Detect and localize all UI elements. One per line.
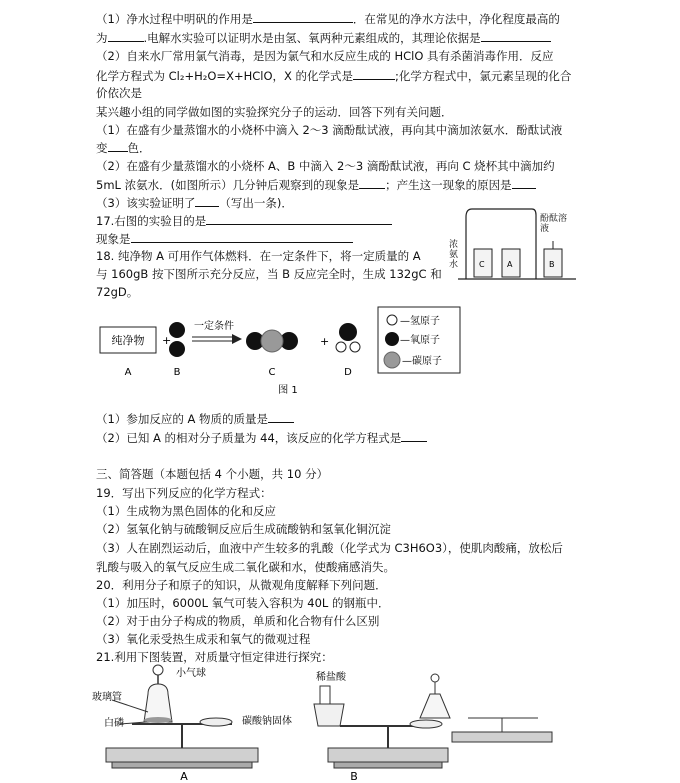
condition-label: 一定条件 bbox=[194, 321, 234, 332]
carbon-atom bbox=[261, 330, 283, 352]
legend-hydrogen: —氢原子 bbox=[400, 316, 440, 327]
q-valence: 价依次是 bbox=[96, 86, 142, 100]
legend-oxygen: —氧原子 bbox=[400, 335, 440, 346]
answer-blank[interactable] bbox=[253, 10, 353, 23]
q19-1: （1）生成物为黑色固体的化和反应 bbox=[96, 504, 276, 518]
q19-3: （3）人在剧烈运动后，血液中产生较多的乳酸（化学式为 C3H6O3），使肌肉酸痛，放松后 bbox=[96, 541, 563, 555]
answer-blank[interactable] bbox=[401, 429, 427, 442]
answer-blank[interactable] bbox=[131, 230, 353, 243]
oxygen-atom bbox=[169, 341, 185, 357]
label-a: A bbox=[180, 770, 188, 783]
answer-blank[interactable] bbox=[108, 29, 144, 42]
q20-1: （1）加压时，6000L 氧气可装入容积为 40L 的钢瓶中． bbox=[96, 596, 390, 610]
q16-3: （3）该实验证明了 （写出一条)． bbox=[96, 196, 293, 210]
q19: 19．写出下列反应的化学方程式： bbox=[96, 486, 272, 500]
balloon-label: 小气球 bbox=[176, 668, 206, 679]
sodium-carbonate-label: 碳酸钠固体 bbox=[242, 716, 292, 727]
q18-c: 72gD。 bbox=[96, 285, 139, 299]
ammonia-label: 浓氨水 bbox=[449, 240, 459, 270]
answer-blank[interactable] bbox=[108, 139, 128, 152]
section-heading: 三、简答题（本题包括 4 个小题，共 10 分） bbox=[96, 467, 329, 481]
q16-1b: 变 色． bbox=[96, 141, 151, 155]
q18-b: 与 160gB 按下图所示充分反应，当 B 反应完全时，生成 132gC 和 bbox=[96, 267, 442, 281]
oxygen-atom bbox=[385, 332, 399, 346]
pure-label: 纯净物 bbox=[111, 334, 145, 347]
q-alum: （1）净水过程中明矾的作用是 ．在常见的净水方法中，净化程度最高的 bbox=[96, 12, 560, 26]
beaker-label: C bbox=[479, 260, 485, 269]
fig21-apparatus bbox=[92, 664, 562, 783]
hydrogen-atom bbox=[350, 342, 360, 352]
q21: 21.利用下图装置，对质量守恒定律进行探究： bbox=[96, 650, 333, 664]
oxygen-atom bbox=[339, 323, 357, 341]
q16-2: （2）在盛有少量蒸馏水的小烧杯 A、B 中滴入 2～3 滴酚酞试液，再向 C 烧杯其中滴加约 bbox=[96, 159, 555, 173]
label-a: A bbox=[124, 367, 132, 378]
figure-caption: 图 1 bbox=[278, 385, 298, 396]
label-b: B bbox=[173, 367, 181, 378]
balance-c bbox=[420, 674, 552, 742]
q18: 18. 纯净物 A 可用作气体燃料．在一定条件下，将一定质量的 A bbox=[96, 249, 421, 263]
q16-intro: 某兴趣小组的同学做如图的实验探究分子的运动．回答下列有关问题． bbox=[96, 105, 453, 119]
answer-blank[interactable] bbox=[353, 67, 395, 80]
fig18-reaction bbox=[96, 305, 476, 415]
q-equation: 化学方程式为 Cl₂+H₂O=X+HClO，X 的化学式是 ;化学方程式中，氯元素呈现的化合 bbox=[96, 69, 572, 83]
q17: 17.右图的实验目的是 bbox=[96, 212, 392, 229]
answer-blank[interactable] bbox=[359, 176, 385, 189]
answer-blank[interactable] bbox=[206, 212, 392, 225]
q18-1: （1）参加反应的 A 物质的质量是 bbox=[96, 410, 294, 427]
label-b: B bbox=[350, 770, 358, 783]
q18-2: （2）已知 A 的相对分子质量为 44，该反应的化学方程式是 bbox=[96, 429, 427, 446]
label-c: C bbox=[268, 367, 276, 378]
q20-3: （3）氧化汞受热生成汞和氧气的微观过程 bbox=[96, 632, 311, 646]
plus-sign: + bbox=[162, 334, 172, 347]
hydrogen-atom bbox=[387, 315, 397, 325]
beaker-label: B bbox=[549, 260, 555, 269]
glass-tube-label: 玻璃管 bbox=[92, 692, 122, 703]
balance-a bbox=[106, 665, 258, 768]
q-chlorine: （2）自来水厂常用氯气消毒，是因为氯气和水反应生成的 HClO 具有杀菌消毒作用．反应 bbox=[96, 49, 554, 63]
q19-3b: 乳酸与吸入的氧气反应生成二氧化碳和水，使酸痛感消失。 bbox=[96, 560, 395, 574]
q19-2: （2）氢氧化钠与硫酸铜反应后生成硫酸钠和氢氧化铜沉淀 bbox=[96, 522, 391, 536]
legend-carbon: —碳原子 bbox=[402, 356, 442, 367]
hcl-label: 稀盐酸 bbox=[316, 672, 346, 683]
q17-phenomenon: 现象是 bbox=[96, 230, 353, 247]
plus-sign: + bbox=[320, 335, 330, 348]
q16-1: （1）在盛有少量蒸馏水的小烧杯中滴入 2～3 滴酚酞试液，再向其中滴加浓氨水．酚酞试液 bbox=[96, 123, 563, 137]
q16-2b: 5mL 浓氨水．(如图所示）几分钟后观察到的现象是 ；产生这一现象的原因是 bbox=[96, 176, 536, 193]
answer-blank[interactable] bbox=[195, 194, 219, 207]
q20: 20．利用分子和原子的知识，从微观角度解释下列问题． bbox=[96, 578, 387, 592]
carbon-atom bbox=[384, 352, 400, 368]
q20-2: （2）对于由分子构成的物质，单质和化合物有什么区别 bbox=[96, 614, 380, 628]
white-phosphorus-label: 白磷 bbox=[104, 718, 124, 729]
answer-blank[interactable] bbox=[481, 29, 551, 42]
hydrogen-atom bbox=[336, 342, 346, 352]
answer-blank[interactable] bbox=[512, 176, 536, 189]
answer-blank[interactable] bbox=[268, 410, 294, 423]
oxygen-atom bbox=[169, 322, 185, 338]
phenol-label: 酚酞溶液 bbox=[540, 214, 568, 234]
q-electrolysis: 为 .电解水实验可以证明水是由氢、氧两种元素组成的，其理论依据是 bbox=[96, 29, 551, 46]
label-d: D bbox=[344, 367, 352, 378]
beaker-label: A bbox=[507, 260, 513, 269]
balloon bbox=[153, 665, 163, 675]
